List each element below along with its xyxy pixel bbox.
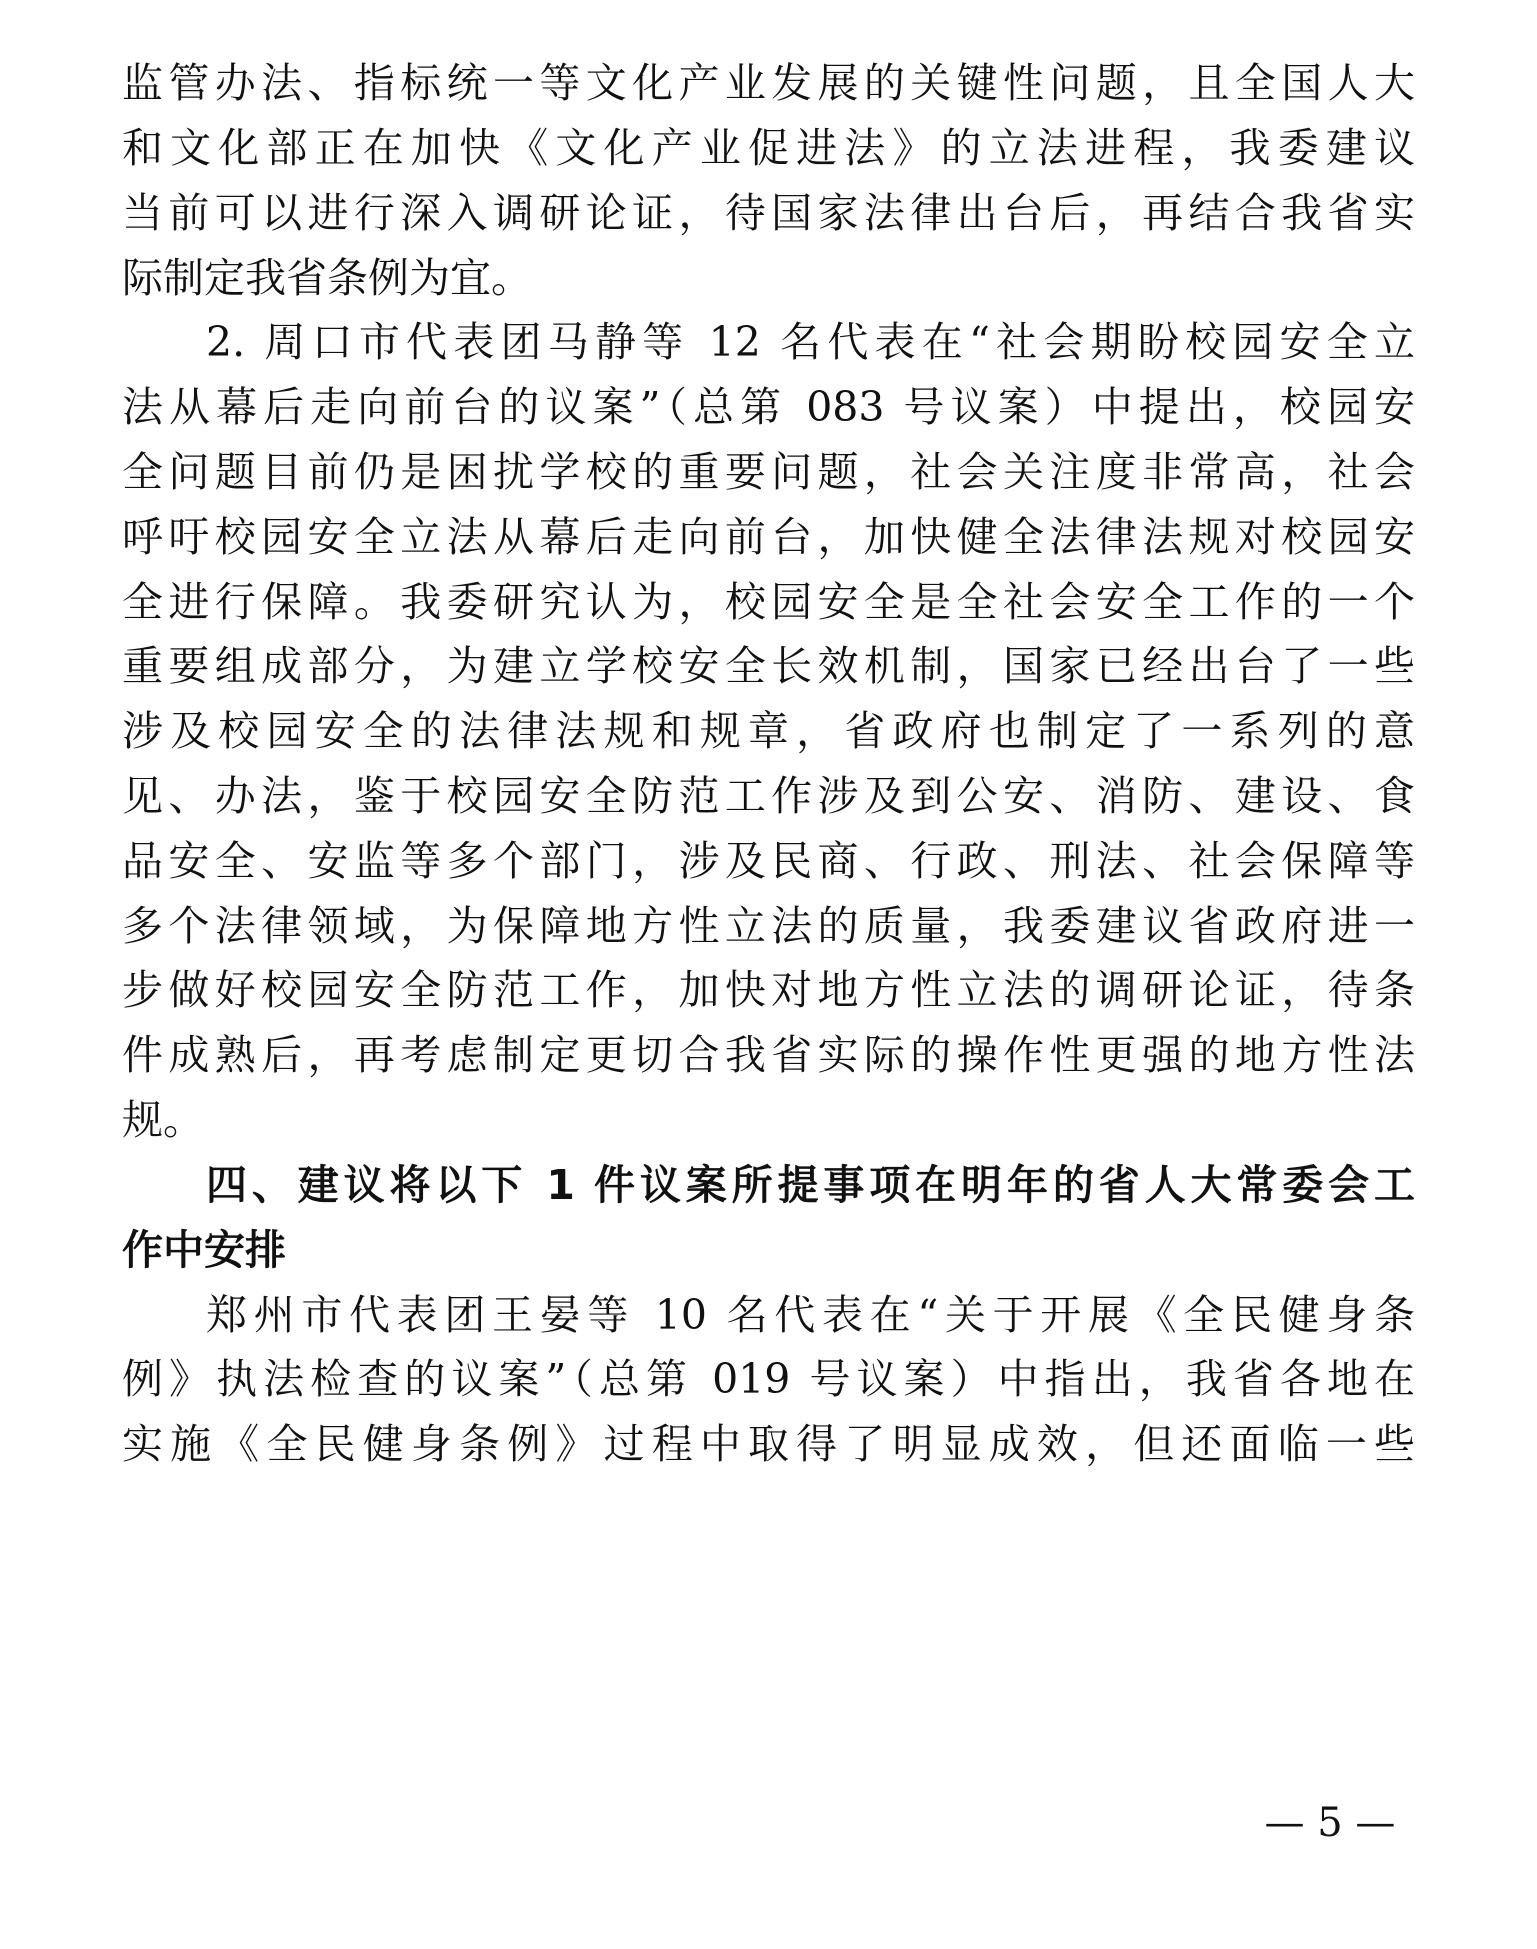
text-line: 多个法律领域，为保障地方性立法的质量，我委建议省政府进一: [122, 902, 1415, 950]
paragraph-first-line: 郑州市代表团王晏等 10 名代表在“关于开展《全民健身条: [206, 1291, 1415, 1339]
section-heading: 四、建议将以下 1 件议案所提事项在明年的省人大常委会工: [206, 1161, 1415, 1209]
text-line: 际制定我省条例为宜。: [122, 254, 532, 302]
text-line: 涉及校园安全的法律法规和规章，省政府也制定了一系列的意: [122, 707, 1415, 755]
text-line: 当前可以进行深入调研论证，待国家法律出台后，再结合我省实: [122, 189, 1415, 237]
section-heading-continued: 作中安排: [122, 1226, 286, 1274]
text-line: 监管办法、指标统一等文化产业发展的关键性问题，且全国人大: [122, 59, 1415, 107]
page-number: — 5 —: [1264, 1800, 1396, 1846]
text-line: 见、办法，鉴于校园安全防范工作涉及到公安、消防、建设、食: [122, 772, 1415, 820]
text-line: 全问题目前仍是困扰学校的重要问题，社会关注度非常高，社会: [122, 448, 1415, 496]
text-line: 实施《全民健身条例》过程中取得了明显成效，但还面临一些: [122, 1420, 1415, 1468]
text-line: 重要组成部分，为建立学校安全长效机制，国家已经出台了一些: [122, 642, 1415, 690]
text-line: 全进行保障。我委研究认为，校园安全是全社会安全工作的一个: [122, 578, 1415, 626]
text-line: 规。: [122, 1096, 204, 1144]
text-line: 例》执法检查的议案”（总第 019 号议案）中指出，我省各地在: [122, 1355, 1415, 1403]
text-line: 呼吁校园安全立法从幕后走向前台，加快健全法律法规对校园安: [122, 513, 1415, 561]
text-line: 步做好校园安全防范工作，加快对地方性立法的调研论证，待条: [122, 966, 1415, 1014]
text-line: 件成熟后，再考虑制定更切合我省实际的操作性更强的地方性法: [122, 1031, 1415, 1079]
paragraph-first-line: 2. 周口市代表团马静等 12 名代表在“社会期盼校园安全立: [206, 318, 1415, 366]
text-line: 法从幕后走向前台的议案”（总第 083 号议案）中提出，校园安: [122, 383, 1415, 431]
text-line: 和文化部正在加快《文化产业促进法》的立法进程，我委建议: [122, 124, 1415, 172]
text-line: 品安全、安监等多个部门，涉及民商、行政、刑法、社会保障等: [122, 837, 1415, 885]
